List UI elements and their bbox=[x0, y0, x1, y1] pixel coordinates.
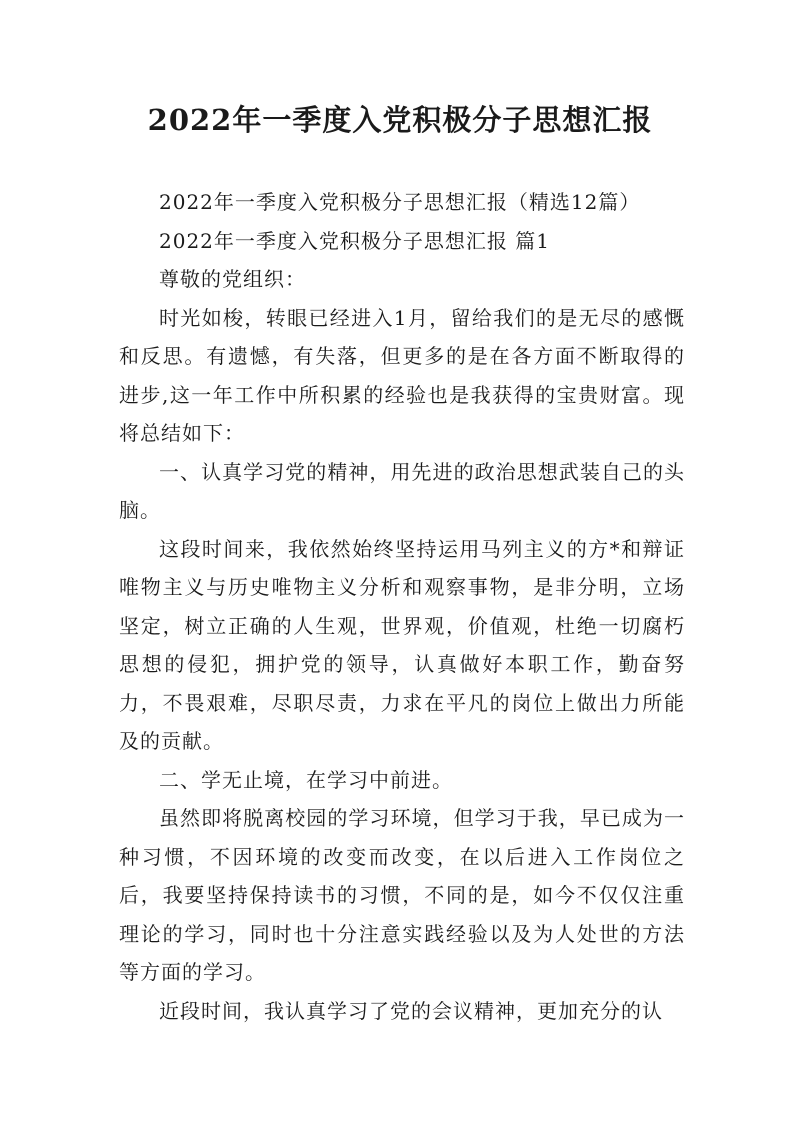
document-title: 2022年一季度入党积极分子思想汇报 bbox=[147, 103, 653, 137]
body-paragraph: 这段时间来，我依然始终坚持运用马列主义的方*和辩证唯物主义与历史唯物主义分析和观察事物，是非分明，立场坚定，树立正确的人生观，世界观，价值观，杜绝一切腐朽思想的侵犯，拥护党的领导，认真做好本职工作，勤奋努力，不畏艰难，尽职尽责，力求在平凡的岗位上做出力所能及的贡献。 bbox=[119, 536, 685, 753]
point-heading-paragraph: 一、认真学习党的精神，用先进的政治思想武装自己的头脑。 bbox=[119, 459, 685, 522]
body-paragraph: 时光如梭，转眼已经进入1月，留给我们的是无尽的感慨和反思。有遗憾，有失落，但更多的是在各方面不断取得的进步,这一年工作中所积累的经验也是我获得的宝贵财富。现将总结如下： bbox=[119, 305, 685, 445]
body-paragraph: 虽然即将脱离校园的学习环境，但学习于我，早已成为一种习惯，不因环境的改变而改变，在以后进入工作岗位之后，我要坚持保持读书的习惯，不同的是，如今不仅仅注重理论的学习，同时也十分注意实践经验以及为人处世的方法等方面的学习。 bbox=[119, 806, 685, 984]
body-paragraph: 近段时间，我认真学习了党的会议精神，更加充分的认 bbox=[159, 998, 663, 1023]
salutation-paragraph: 尊敬的党组织： bbox=[159, 267, 306, 291]
subtitle-paragraph: 2022年一季度入党积极分子思想汇报（精选12篇） bbox=[159, 190, 641, 214]
point-heading-paragraph: 二、学无止境，在学习中前进。 bbox=[159, 767, 453, 792]
section-heading-paragraph: 2022年一季度入党积极分子思想汇报 篇1 bbox=[159, 228, 550, 253]
document-body bbox=[119, 183, 685, 1030]
